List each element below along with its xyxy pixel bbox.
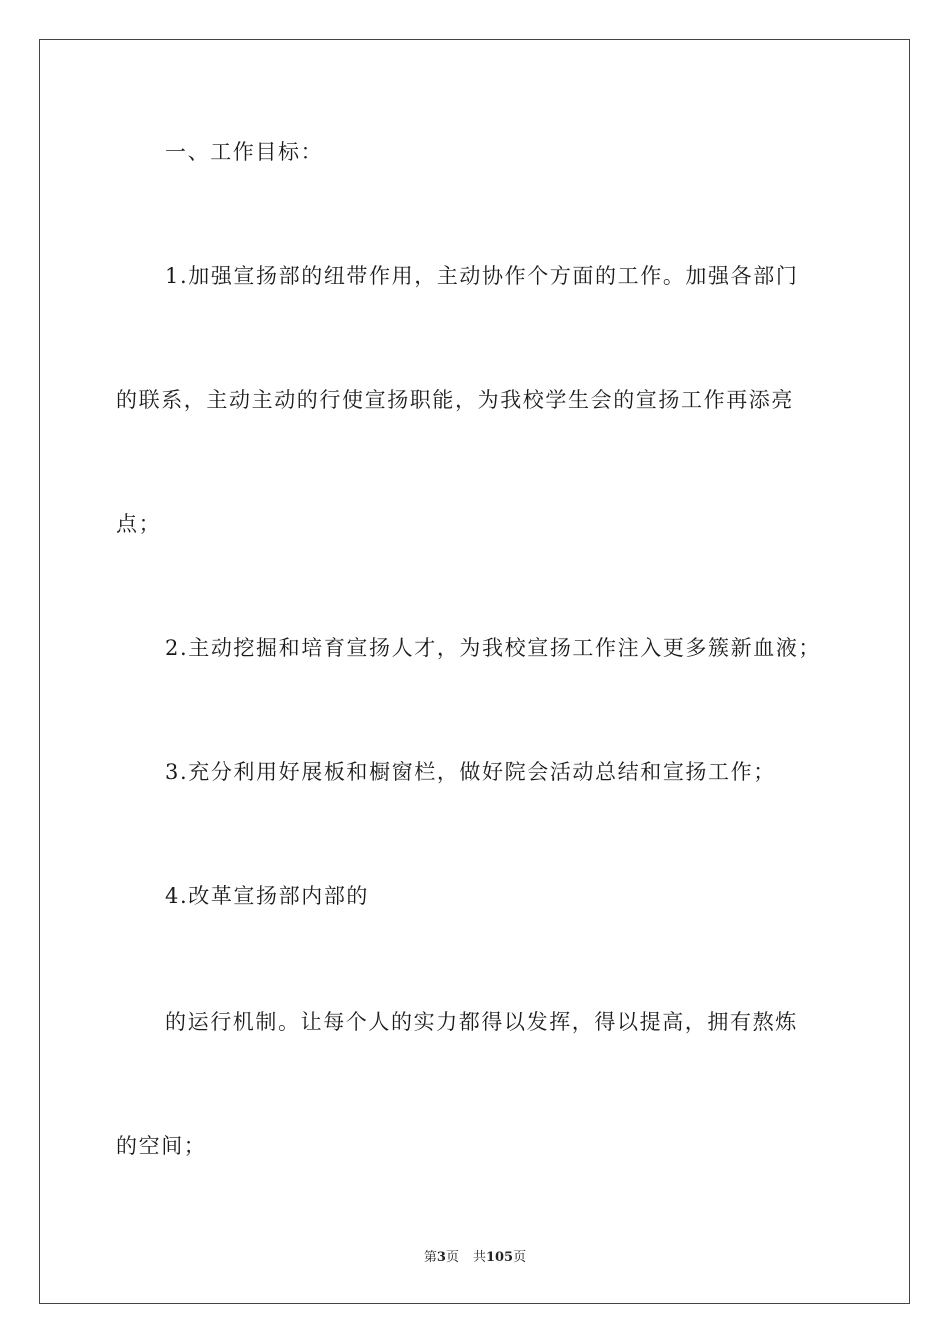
total-prefix: 共 bbox=[472, 1250, 486, 1265]
paragraph-line: 2.主动挖掘和培育宣扬人才，为我校宣扬工作注入更多簇新血液； bbox=[165, 636, 822, 660]
section-heading: 一、工作目标： bbox=[165, 140, 324, 164]
page-border bbox=[39, 39, 910, 1304]
page-prefix: 第 bbox=[423, 1250, 437, 1265]
paragraph-line: 的联系，主动主动的行使宣扬职能，为我校学生会的宣扬工作再添亮 bbox=[116, 388, 794, 412]
total-suffix: 页 bbox=[513, 1250, 527, 1265]
paragraph-line: 的运行机制。让每个人的实力都得以发挥，得以提高，拥有熬炼 bbox=[165, 1010, 798, 1034]
paragraph-line: 4.改革宣扬部内部的 bbox=[165, 884, 370, 908]
page-footer bbox=[0, 1249, 950, 1267]
paragraph-line: 3.充分利用好展板和橱窗栏，做好院会活动总结和宣扬工作； bbox=[165, 760, 776, 784]
total-pages: 105 bbox=[485, 1250, 514, 1265]
paragraph-line: 1.加强宣扬部的纽带作用，主动协作个方面的工作。加强各部门 bbox=[165, 264, 799, 288]
paragraph-line: 点； bbox=[116, 512, 162, 536]
page-suffix: 页 bbox=[445, 1250, 459, 1265]
paragraph-line: 的空间； bbox=[116, 1134, 207, 1158]
page-number: 3 bbox=[436, 1250, 446, 1265]
